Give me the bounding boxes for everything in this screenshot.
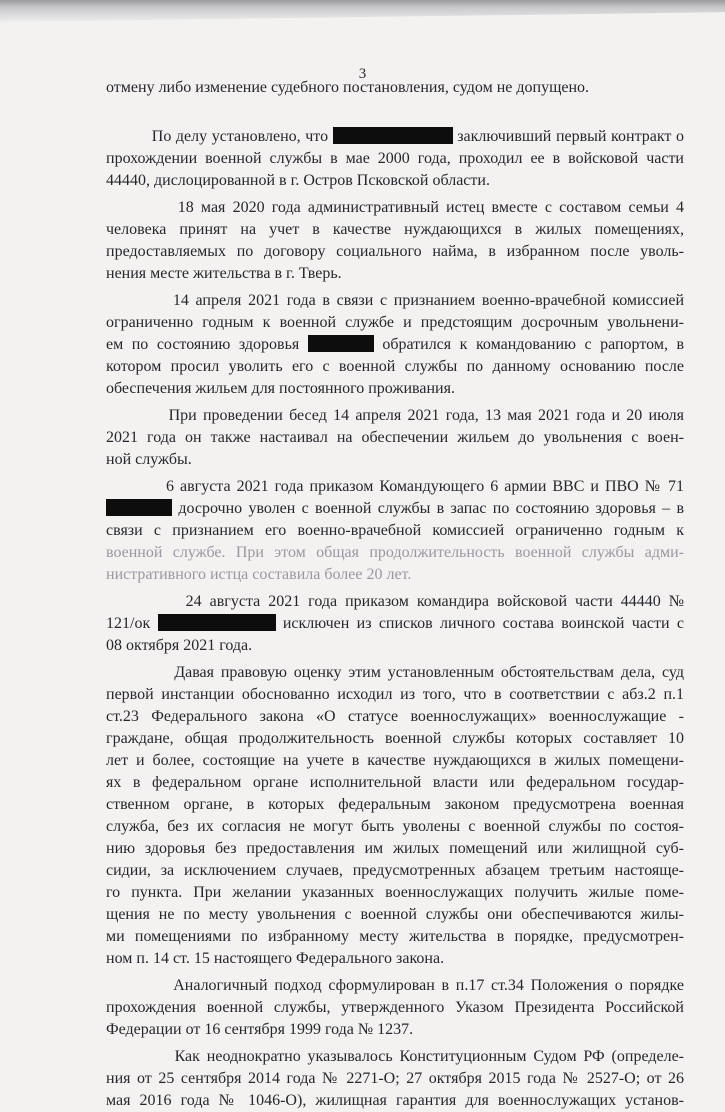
text-line xyxy=(106,838,684,860)
text-line xyxy=(106,312,684,334)
line-text: прохождения военной службы, утвержденного Указом Президента Российской xyxy=(106,999,684,1016)
redaction-block xyxy=(333,127,453,144)
redaction-block xyxy=(308,335,374,352)
line-text: человека принят на учет в качестве нуждающихся в жилых помещениях, xyxy=(106,221,684,238)
line-text: первой инстанции обоснованно исходил из того, что в соответствии с абз.2 п.1 xyxy=(106,686,684,703)
line-text: Аналогичный подход сформулирован в п.17 ст.34 Положения о порядке xyxy=(106,977,684,994)
line-text: 08 октября 2021 года. xyxy=(106,637,253,654)
text-line xyxy=(106,241,684,263)
text-line xyxy=(106,126,684,148)
line-text: 14 апреля 2021 года в связи с признанием военно-врачебной комиссией xyxy=(106,292,684,309)
line-text: обратился к командованию с рапортом, в xyxy=(382,336,685,353)
text-line xyxy=(106,750,684,772)
line-text: заключивший первый контракт о xyxy=(457,128,684,145)
line-text: Федерации от 16 сентября 1999 года № 1237. xyxy=(106,1021,414,1038)
line-text: предоставляемых по договору социального найма, в избранном после уволь- xyxy=(106,243,684,260)
text-line xyxy=(106,860,684,882)
text-line xyxy=(106,635,684,657)
text-line xyxy=(106,378,684,400)
line-text: граждане, общая продолжительность военной службы которых составляет 10 xyxy=(106,730,684,747)
line-text: го пункта. При желании указанных военнослужащих получить жилые поме- xyxy=(106,884,684,901)
line-text: ях в федеральном органе исполнительной власти или федеральном государ- xyxy=(106,774,684,791)
scan-top-edge xyxy=(0,0,725,22)
text-line xyxy=(106,613,684,635)
text-line xyxy=(106,1046,684,1068)
line-text: лет и более, состоящие на учете в качестве нуждающихся в жилых помещени- xyxy=(106,752,684,769)
text-line xyxy=(106,334,684,356)
line-text: 24 августа 2021 года приказом командира войсковой части 44440 № xyxy=(106,593,684,610)
line-text: 2021 года он также настаивал на обеспечении жильем до увольнения с воен- xyxy=(106,429,684,446)
line-text: Давая правовую оценку этим установленным обстоятельствам дела, суд xyxy=(106,664,684,681)
text-line xyxy=(106,290,684,312)
text-line xyxy=(106,975,684,997)
line-text: досрочно уволен с военной службы в запас по состоянию здоровья – в xyxy=(178,500,685,517)
line-text: щения не по месту увольнения с военной службы они обеспечиваются жилы- xyxy=(106,906,684,923)
text-line xyxy=(106,449,684,471)
line-text: ст.23 Федерального закона «О статусе военнослужащих» военнослужащие - xyxy=(106,708,684,725)
text-line xyxy=(106,542,684,564)
text-line xyxy=(106,591,684,613)
text-line xyxy=(106,816,684,838)
line-text: ем по состоянию здоровья xyxy=(106,336,300,353)
text-line xyxy=(106,77,684,99)
text-line xyxy=(106,170,684,192)
text-line xyxy=(106,197,684,219)
line-text: котором просил уволить его с военной службы по данному основанию после xyxy=(106,358,684,375)
line-text: По делу установлено, что xyxy=(106,128,329,145)
text-line xyxy=(106,476,684,498)
line-text: ния от 25 сентября 2014 года № 2271-О; 27 октября 2015 года № 2527-О; от 26 xyxy=(106,1070,684,1087)
text-line xyxy=(106,148,684,170)
line-text: Как неоднократно указывалось Конституционным Судом РФ (определе- xyxy=(106,1048,684,1065)
text-line xyxy=(106,794,684,816)
line-text: военной службе. При этом общая продолжительность военной службы адми- xyxy=(106,544,684,561)
redaction-block xyxy=(158,614,276,631)
text-line xyxy=(106,684,684,706)
text-line xyxy=(106,997,684,1019)
text-line xyxy=(106,1019,684,1041)
text-line xyxy=(106,263,684,285)
line-text: ственном органе, в которых федеральным законом предусмотрена военная xyxy=(106,796,684,813)
text-line xyxy=(106,564,684,586)
text-line xyxy=(106,1068,684,1090)
line-text: сидии, за исключением случаев, предусмотренных абзацем третьим настояще- xyxy=(106,862,684,879)
line-text: 6 августа 2021 года приказом Командующего 6 армии ВВС и ПВО № 71 xyxy=(106,478,684,495)
text-line xyxy=(106,219,684,241)
line-text: ми помещениями по избранному месту жительства в порядке, предусмотрен- xyxy=(106,928,684,945)
line-text: связи с признанием его военно-врачебной комиссией ограниченно годным к xyxy=(106,522,684,539)
text-line xyxy=(106,498,684,520)
text-line xyxy=(106,706,684,728)
text-line xyxy=(106,520,684,542)
text-line xyxy=(106,662,684,684)
line-text: мая 2016 года № 1046-О), жилищная гарантия для военнослужащих установ- xyxy=(106,1092,684,1109)
line-text: ной службы. xyxy=(106,451,192,468)
line-text: исключен из списков личного состава воинской части с xyxy=(282,615,684,632)
text-line xyxy=(106,904,684,926)
line-text: 121/ок xyxy=(106,615,151,632)
text-line xyxy=(106,405,684,427)
line-text: При проведении бесед 14 апреля 2021 года, 13 мая 2021 года и 20 июля xyxy=(106,407,684,424)
text-line xyxy=(106,728,684,750)
line-text: обеспечения жильем для постоянного проживания. xyxy=(106,380,455,397)
line-text: 18 мая 2020 года административный истец вместе с составом семьи 4 xyxy=(106,199,684,216)
text-line xyxy=(106,772,684,794)
text-line xyxy=(106,427,684,449)
page-number: 3 xyxy=(358,66,367,82)
line-text: 44440, дислоцированной в г. Остров Псковской области. xyxy=(106,172,490,189)
line-text: прохождении военной службы в мае 2000 года, проходил ее в войсковой части xyxy=(106,150,684,167)
line-text: ограниченно годным к военной службе и предстоящим досрочным увольнени- xyxy=(106,314,684,331)
line-text: нистративного истца составила более 20 лет. xyxy=(106,566,412,583)
redaction-block xyxy=(106,499,172,516)
line-text: нения месте жительства в г. Тверь. xyxy=(106,265,342,282)
text-line xyxy=(106,948,684,970)
text-line xyxy=(106,926,684,948)
line-text: ном п. 14 ст. 15 настоящего Федерального закона. xyxy=(106,950,445,967)
text-line xyxy=(106,356,684,378)
line-text: нию здоровья без предоставления им жилых помещений или жилищной суб- xyxy=(106,840,684,857)
text-line xyxy=(106,882,684,904)
text-line xyxy=(106,1090,684,1112)
line-text: отмену либо изменение судебного постановления, судом не допущено. xyxy=(106,79,590,96)
line-text: служба, без их согласия не могут быть уволены с военной службы по состоя- xyxy=(106,818,684,835)
